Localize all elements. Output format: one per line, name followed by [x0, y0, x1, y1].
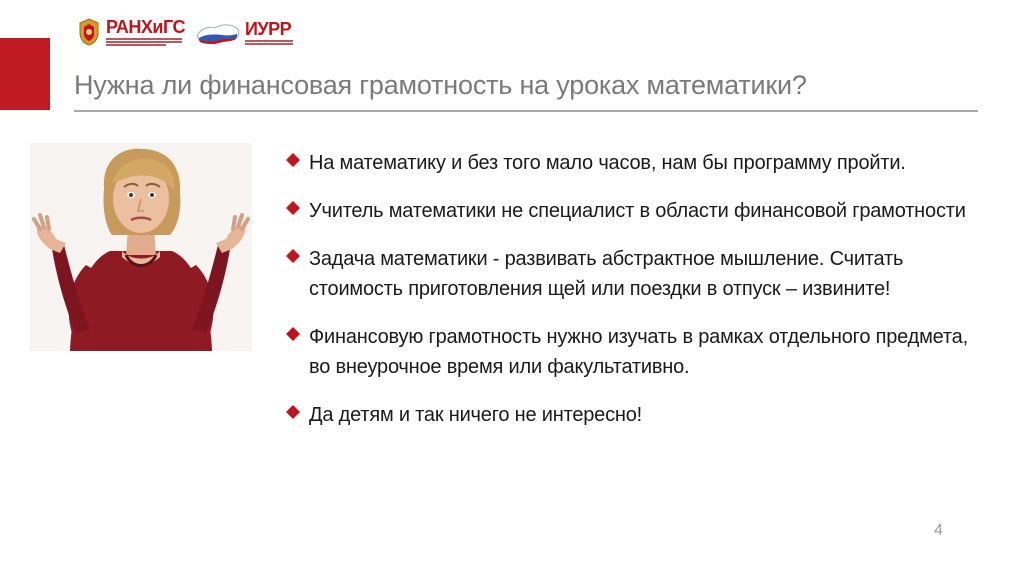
ranepa-logo-name: РАНХиГС — [106, 17, 185, 37]
ranepa-logo-lines — [106, 38, 185, 46]
diamond-bullet-icon — [286, 327, 300, 341]
diamond-bullet-icon — [286, 153, 300, 167]
iurr-logo-name: ИУРР — [244, 18, 292, 39]
iurr-logo — [195, 18, 293, 46]
bullet-text: На математику и без того мало часов, нам бы программу пройти. — [309, 152, 906, 174]
page-number: 4 — [934, 522, 943, 539]
diamond-bullet-icon — [286, 405, 300, 419]
shrugging-woman-photo — [30, 143, 252, 351]
page-title: Нужна ли финансовая грамотность на уроках математики? — [74, 70, 807, 100]
list-item — [286, 196, 976, 226]
bullet-text: Финансовую грамотность нужно изучать в рамках отдельного предмета, во внеурочное время или факультативно. — [309, 326, 968, 378]
ranepa-emblem-icon — [76, 17, 102, 47]
shrugging-woman-illustration — [30, 143, 252, 351]
bullet-text: Учитель математики не специалист в области финансовой грамотности — [309, 200, 966, 222]
title-divider — [74, 110, 978, 112]
list-item — [286, 322, 976, 382]
list-item — [286, 148, 976, 178]
red-accent-bar — [0, 38, 50, 110]
bullet-text: Да детям и так ничего не интересно! — [309, 404, 643, 426]
diamond-bullet-icon — [286, 201, 300, 215]
diamond-bullet-icon — [286, 249, 300, 263]
list-item — [286, 244, 976, 304]
bullet-list — [286, 148, 976, 448]
list-item — [286, 400, 976, 430]
bullet-text: Задача математики - развивать абстрактное мышление. Считать стоимость приготовления щей или поездки в отпуск – извините! — [309, 248, 904, 300]
russia-map-icon — [195, 18, 241, 46]
iurr-logo-lines — [245, 40, 293, 45]
header-logos — [76, 14, 293, 50]
ranepa-logo — [76, 17, 185, 47]
